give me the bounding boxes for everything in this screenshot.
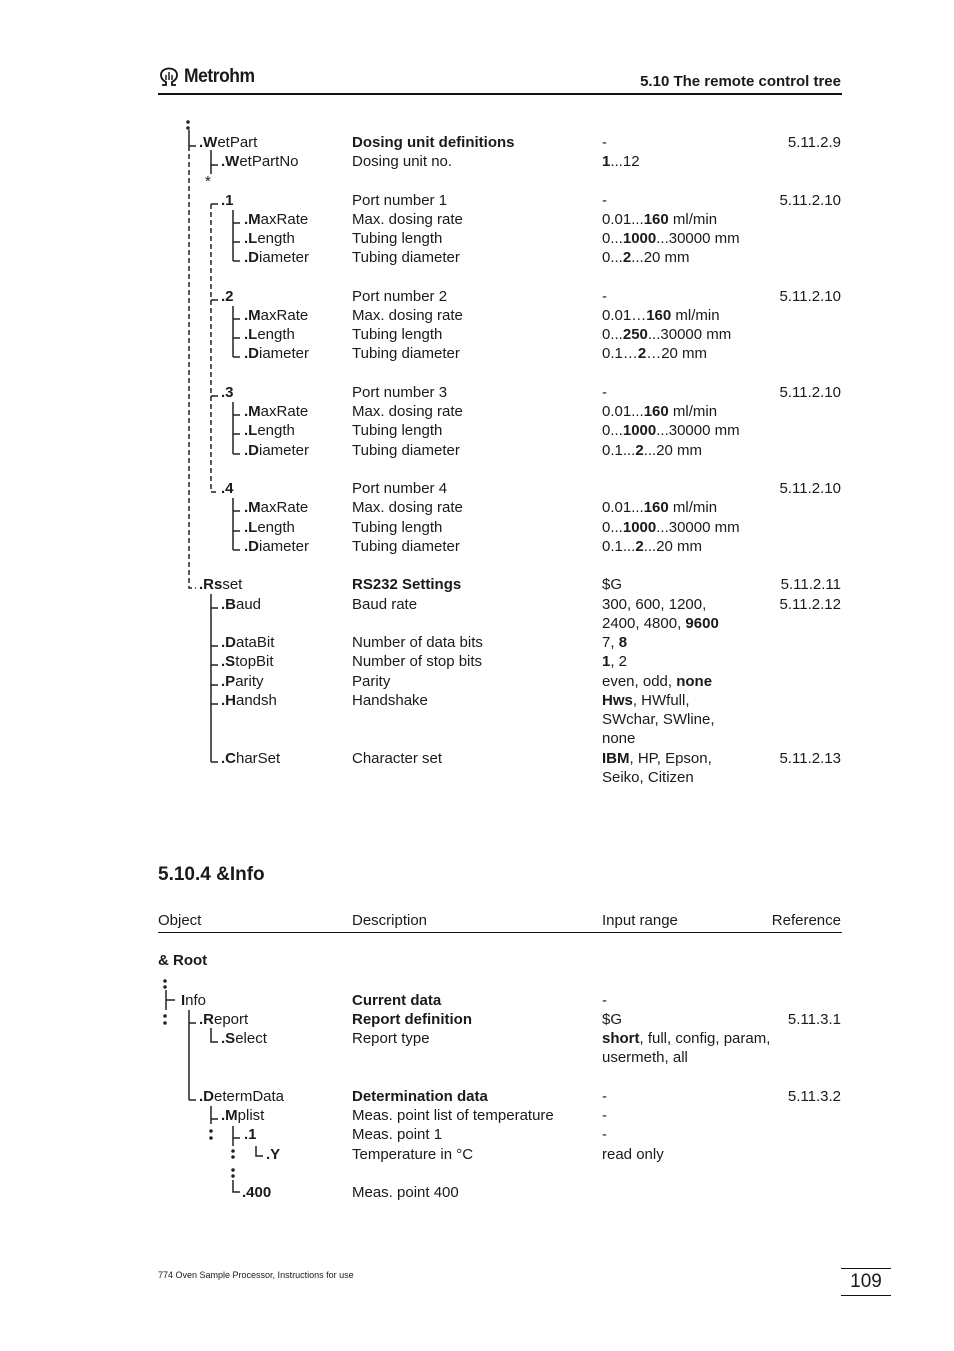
input-range: 300, 600, 1200, [602,596,707,613]
input-range: Seiko, Citizen [602,769,694,786]
reference: 5.11.3.1 [787,1011,841,1028]
table-header-rule [158,932,842,933]
object-name: .Handsh [221,692,277,709]
description: Baud rate [352,596,418,613]
object-name: Info [181,992,207,1009]
reference: 5.11.2.10 [779,192,841,209]
object-name: .4 [221,480,234,497]
description: Port number 4 [352,480,448,497]
page-number: 109 [841,1268,891,1296]
input-range: 0.1…2…20 mm [602,345,708,362]
reference: 5.11.2.11 [780,576,841,593]
running-section-title: 5.10 The remote control tree [640,73,841,90]
input-range: 0...1000...30000 mm [602,519,740,536]
object-name: .Diameter [244,442,310,459]
input-range: - [602,992,607,1009]
object-name: .Length [244,519,295,536]
description: Max. dosing rate [352,307,463,324]
object-name: .2 [221,288,234,305]
metrohm-logo [158,66,261,88]
description: Current data [352,992,442,1009]
input-range: Hws, HWfull, [602,692,690,709]
description: Temperature in °C [352,1146,474,1163]
input-range: $G [602,1011,623,1028]
input-range: short, full, config, param, [602,1030,771,1047]
description: Report definition [352,1011,472,1028]
object-name: .MaxRate [244,499,309,516]
description: Determination data [352,1088,488,1105]
input-range: - [602,384,607,401]
reference: 5.11.2.10 [779,288,841,305]
input-range: 0.01...160 ml/min [602,499,718,516]
object-name: .MaxRate [244,403,309,420]
input-range: - [602,1088,607,1105]
omega-icon [158,66,180,88]
description: Meas. point 400 [352,1184,459,1201]
reference: 5.11.2.10 [779,480,841,497]
object-name: .Baud [221,596,262,613]
reference: 5.11.2.13 [779,750,841,767]
input-range: 2400, 4800, 9600 [602,615,719,632]
object-name: .Length [244,326,295,343]
input-range: usermeth, all [602,1049,688,1066]
reference: 5.11.2.12 [779,596,841,613]
input-range: 0.01...160 ml/min [602,211,718,228]
footer-document-title: 774 Oven Sample Processor, Instructions for use [158,1270,354,1280]
description: Port number 3 [352,384,448,401]
input-range: 0...1000...30000 mm [602,230,740,247]
reference: 5.11.2.10 [779,384,841,401]
brand-name: Metrohm [184,66,255,87]
description: Dosing unit definitions [352,134,515,151]
description: Max. dosing rate [352,211,463,228]
object-name: .MaxRate [244,211,309,228]
object-name: .Length [244,230,295,247]
input-range: IBM, HP, Epson, [602,750,712,767]
input-range: - [602,192,607,209]
input-range: 0.01…160 ml/min [602,307,720,324]
description: Tubing diameter [352,249,460,266]
description: Character set [352,750,443,767]
object-name: .DetermData [199,1088,285,1105]
object-name: .Length [244,422,295,439]
description: RS232 Settings [352,576,462,593]
description: Max. dosing rate [352,499,463,516]
object-name: .Report [199,1011,249,1028]
description: Port number 2 [352,288,448,305]
column-header-object: Object [158,912,202,929]
object-name: .Mplist [221,1107,265,1124]
input-range: - [602,288,607,305]
input-range: 0...250...30000 mm [602,326,732,343]
input-range: - [602,1126,607,1143]
root-label: & Root [158,952,208,969]
column-header-input-range: Input range [602,912,678,929]
object-name: .StopBit [221,653,274,670]
description: Parity [352,673,391,690]
input-range: none [602,730,636,747]
description: Handshake [352,692,428,709]
description: Dosing unit no. [352,153,453,170]
input-range: 0.1...2...20 mm [602,538,703,555]
input-range: 7, 8 [602,634,628,651]
object-name: .Parity [221,673,264,690]
object-name: .1 [221,192,234,209]
object-name: .400 [242,1184,272,1201]
description: Report type [352,1030,430,1047]
description: Number of data bits [352,634,483,651]
input-range: SWchar, SWline, [602,711,715,728]
description: Tubing diameter [352,442,460,459]
description: Tubing length [352,230,443,247]
description: Tubing length [352,422,443,439]
object-name: .Diameter [244,249,310,266]
object-name: .CharSet [221,750,281,767]
input-range: even, odd, none [602,673,713,690]
object-name: .Select [221,1030,267,1047]
description: Meas. point 1 [352,1126,443,1143]
description: Tubing length [352,326,443,343]
description: Tubing diameter [352,345,460,362]
object-name: .WetPart [199,134,258,151]
object-name: .MaxRate [244,307,309,324]
object-name: .Rsset [199,576,243,593]
input-range: 0.1...2...20 mm [602,442,703,459]
input-range: 1...12 [602,153,640,170]
object-name: .Y [266,1146,281,1163]
input-range: 1, 2 [602,653,628,670]
svg-text:*: * [205,173,211,190]
object-name: .1 [244,1126,257,1143]
object-name: .WetPartNo [221,153,299,170]
section-heading: 5.10.4 &Info [158,864,265,885]
reference: 5.11.2.9 [787,134,841,151]
input-range: read only [602,1146,664,1163]
description: Number of stop bits [352,653,483,670]
reference: 5.11.3.2 [787,1088,841,1105]
description: Tubing length [352,519,443,536]
description: Meas. point list of temperature [352,1107,554,1124]
input-range: - [602,134,607,151]
object-name: .Diameter [244,538,310,555]
input-range: 0...2...20 mm [602,249,690,266]
object-name: .Diameter [244,345,310,362]
description: Tubing diameter [352,538,460,555]
object-name: .3 [221,384,234,401]
column-header-reference: Reference [771,912,841,929]
description: Max. dosing rate [352,403,463,420]
input-range: - [602,1107,607,1124]
input-range: 0...1000...30000 mm [602,422,740,439]
description: Port number 1 [352,192,448,209]
column-header-description: Description [352,912,428,929]
input-range: $G [602,576,623,593]
object-name: .DataBit [221,634,275,651]
input-range: 0.01...160 ml/min [602,403,718,420]
header-rule [158,93,842,95]
